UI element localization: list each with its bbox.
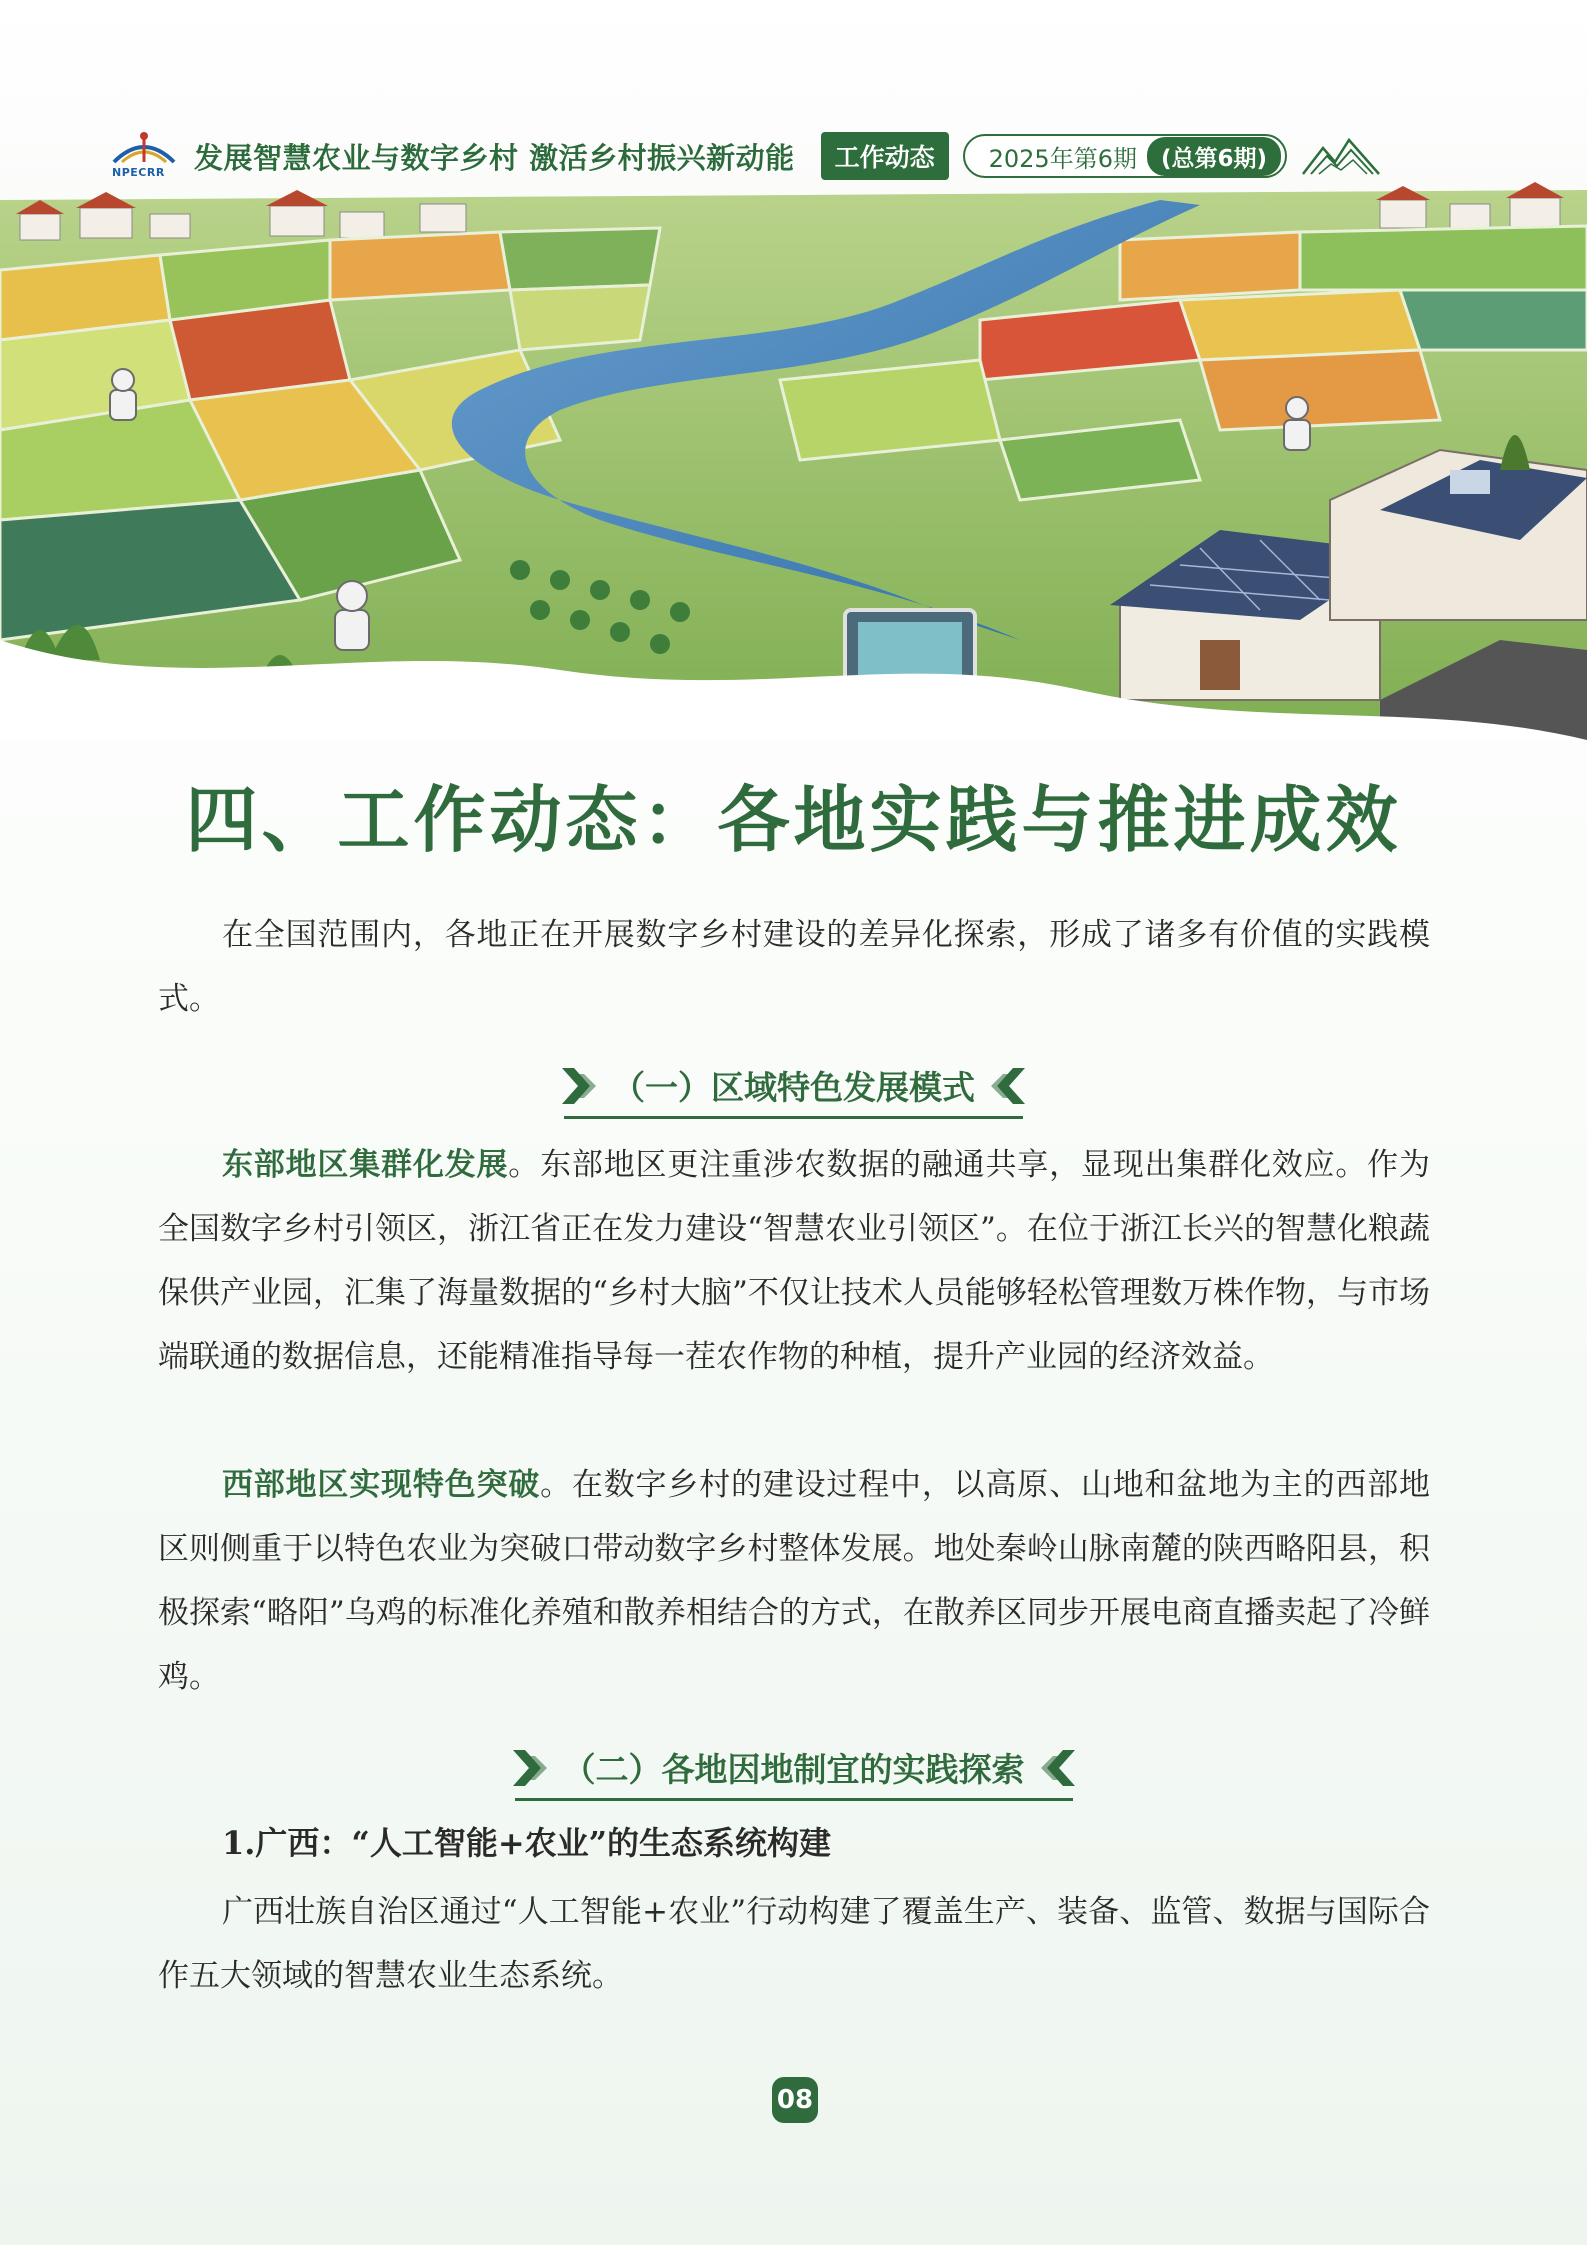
intro-paragraph: 在全国范围内，各地正在开展数字乡村建设的差异化探索，形成了诸多有价值的实践模式。 [158, 917, 1430, 1017]
east-paragraph [158, 1133, 1430, 1389]
issue-pill [963, 134, 1287, 178]
page-title: 四、工作动态：各地实践与推进成效 [185, 777, 1402, 862]
issue-label: 2025年第6期 [988, 144, 1137, 173]
section-heading-text: （二）各地因地制宜的实践探索 [562, 1750, 1025, 1789]
hero-illustration [0, 0, 1587, 740]
chevron-left-icon [1039, 1748, 1077, 1788]
logo-text: NPECRR [112, 166, 165, 179]
farmland-illustration [0, 0, 1587, 740]
west-paragraph [158, 1453, 1430, 1709]
header-title: 发展智慧农业与数字乡村 激活乡村振兴新动能 [194, 140, 795, 175]
section-heading-2 [0, 1744, 1587, 1797]
chevron-right-icon [511, 1748, 549, 1788]
page-number: 08 [772, 2077, 818, 2123]
section-heading-1 [0, 1062, 1587, 1115]
issue-total-badge: (总第6期) [1147, 137, 1281, 176]
section-heading-text: （一）区域特色发展模式 [612, 1068, 975, 1107]
chevron-left-icon [989, 1066, 1027, 1106]
guangxi-paragraph: 广西壮族自治区通过“人工智能+农业”行动构建了覆盖生产、装备、监管、数据与国际合作五大领域的智慧农业生态系统。 [158, 1894, 1430, 1994]
header-bar [108, 128, 1488, 184]
logo-icon [108, 128, 180, 184]
mountain-icon [1301, 134, 1381, 178]
subheading-guangxi: 1.广西：“人工智能+农业”的生态系统构建 [222, 1824, 832, 1862]
west-lead: 西部地区实现特色突破 [222, 1467, 541, 1503]
east-text: 。东部地区更注重涉农数据的融通共享，显现出集群化效应。作为全国数字乡村引领区，浙江省正在发力建设“智慧农业引领区”。在位于浙江长兴的智慧化粮蔬保供产业园，汇集了海量数据的“乡村大脑”不仅让技术人员能够轻松管理数万株作物，与市场端联通的数据信息，还能精准指导每一茬农作物的种植，提升产业园的经济效益。 [158, 1147, 1430, 1375]
section-tag: 工作动态 [821, 132, 949, 180]
west-text: 。在数字乡村的建设过程中，以高原、山地和盆地为主的西部地区则侧重于以特色农业为突破口带动数字乡村整体发展。地处秦岭山脉南麓的陕西略阳县，积极探索“略阳”乌鸡的标准化养殖和散养相结合的方式，在散养区同步开展电商直播卖起了冷鲜鸡。 [158, 1467, 1430, 1695]
east-lead: 东部地区集群化发展 [222, 1147, 509, 1183]
chevron-right-icon [560, 1066, 598, 1106]
